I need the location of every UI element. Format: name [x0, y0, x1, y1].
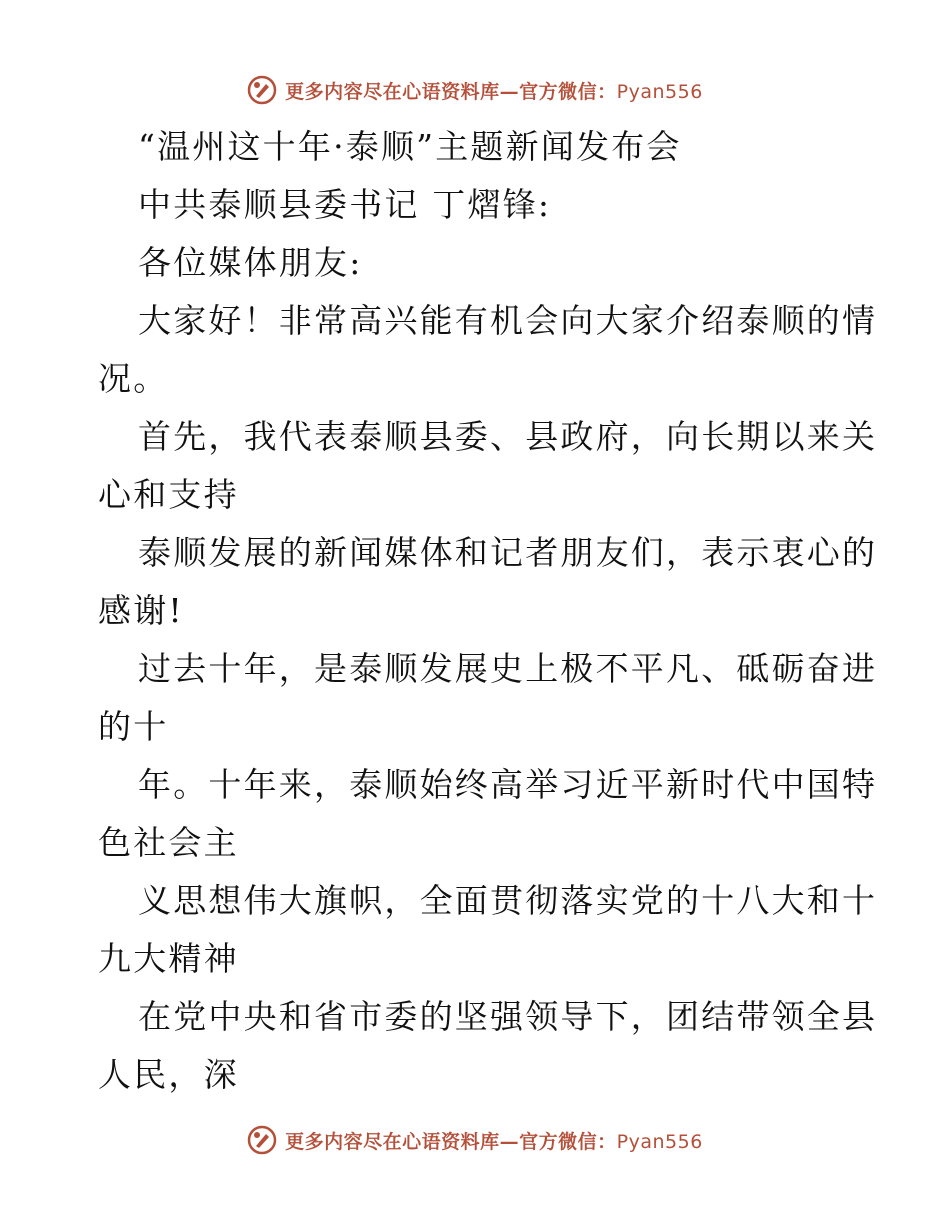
paragraph-line: 九大精神: [98, 939, 239, 978]
paragraph-line: 义思想伟大旗帜，全面贯彻落实党的十八大和十: [138, 881, 878, 920]
paragraph-line: 感谢!: [98, 591, 184, 630]
paragraph-line: 泰顺发展的新闻媒体和记者朋友们，表示衷心的: [138, 533, 878, 572]
salutation: 各位媒体朋友:: [138, 243, 363, 282]
paragraph-line: 在党中央和省市委的坚强领导下，团结带领全县: [138, 997, 878, 1036]
paragraph-line: 人民，深: [98, 1055, 239, 1094]
pen-nib-logo-icon: [247, 75, 277, 105]
watermark-text: 更多内容尽在心语资料库—官方微信：Pyan556: [285, 1130, 703, 1153]
paragraph-line: 大家好！非常高兴能有机会向大家介绍泰顺的情: [138, 301, 878, 340]
paragraph-line: 年。十年来，泰顺始终高举习近平新时代中国特: [138, 765, 878, 804]
watermark-text: 更多内容尽在心语资料库—官方微信：Pyan556: [285, 80, 703, 103]
paragraph-line: 的十: [98, 707, 169, 746]
watermark-footer: [0, 1120, 950, 1160]
speaker-line: 中共泰顺县委书记 丁熠锋:: [138, 185, 552, 224]
watermark-wechat-id: Pyan556: [616, 1130, 703, 1153]
paragraph-line: 色社会主: [98, 823, 239, 862]
document-title: “温州这十年·泰顺”主题新闻发布会: [138, 127, 682, 166]
watermark-header: [0, 70, 950, 110]
paragraph-line: 首先，我代表泰顺县委、县政府，向长期以来关: [138, 417, 878, 456]
paragraph-line: 心和支持: [98, 475, 239, 514]
paragraph-line: 况。: [98, 359, 169, 398]
watermark-wechat-id: Pyan556: [616, 80, 703, 103]
paragraph-line: 过去十年，是泰顺发展史上极不平凡、砥砺奋进: [138, 649, 878, 688]
pen-nib-logo-icon: [247, 1125, 277, 1155]
